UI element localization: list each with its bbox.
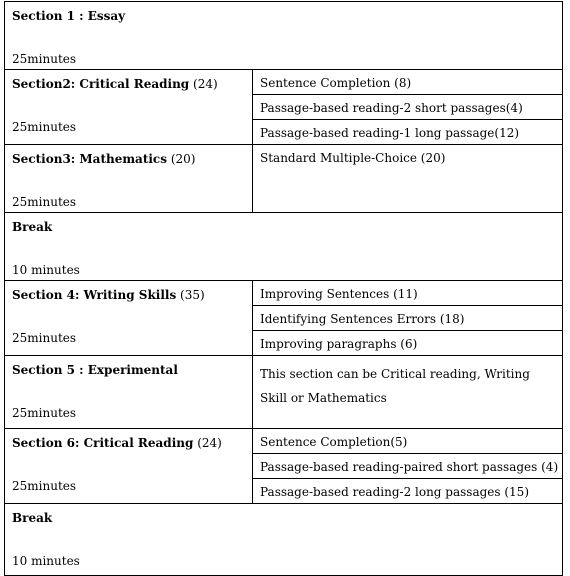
- section-title: Section 1 : Essay: [12, 9, 126, 23]
- part-row: [253, 306, 562, 331]
- section-duration: 25minutes: [12, 120, 77, 134]
- part-label: Passage-based reading-2 short passages(4): [260, 101, 523, 115]
- part-label: Sentence Completion(5): [260, 435, 408, 449]
- part-row: [253, 479, 562, 503]
- part-label: Passage-based reading-paired short passages (4): [260, 460, 559, 474]
- section-title: Break: [12, 511, 53, 525]
- table-row: [5, 2, 562, 70]
- part-row: [253, 429, 562, 454]
- section-duration: 25minutes: [12, 479, 77, 493]
- section-title: Section 5 : Experimental: [12, 363, 178, 377]
- section-duration: 25minutes: [12, 406, 77, 420]
- table-row: [5, 356, 562, 429]
- part-row: [253, 70, 562, 95]
- section-cell: [5, 281, 253, 355]
- table-row: [5, 429, 562, 504]
- section-parts: [253, 356, 562, 428]
- part-label: Sentence Completion (8): [260, 76, 412, 90]
- sat-sections-table: [4, 1, 563, 576]
- table-row: [5, 213, 562, 281]
- section-title: Section3: Mathematics (20): [12, 152, 196, 166]
- part-row: [253, 454, 562, 479]
- part-row: [253, 331, 562, 355]
- part-row: [253, 95, 562, 120]
- section-cell: [5, 356, 253, 428]
- section-cell: [5, 504, 562, 576]
- section-parts: [253, 70, 562, 144]
- section-title: Section 4: Writing Skills (35): [12, 288, 205, 302]
- part-label: Identifying Sentences Errors (18): [260, 312, 465, 326]
- section-title: Break: [12, 220, 53, 234]
- section-duration: 25minutes: [12, 52, 77, 66]
- section-cell: [5, 145, 253, 212]
- section-cell: [5, 429, 253, 503]
- part-label: Passage-based reading-1 long passage(12): [260, 126, 520, 140]
- part-label: Standard Multiple-Choice (20): [260, 151, 446, 165]
- section-parts: [253, 429, 562, 503]
- section-parts: [253, 145, 562, 212]
- part-label: This section can be Critical reading, Writing Skill or Mathematics: [260, 367, 530, 405]
- part-label: Passage-based reading-2 long passages (15): [260, 485, 529, 499]
- part-label: Improving Sentences (11): [260, 287, 418, 301]
- part-row: [253, 120, 562, 144]
- section-cell: [5, 213, 562, 280]
- section-parts: [253, 281, 562, 355]
- part-label: Improving paragraphs (6): [260, 337, 418, 351]
- table-row: [5, 145, 562, 213]
- table-row: [5, 504, 562, 576]
- table-row: [5, 70, 562, 145]
- section-duration: 25minutes: [12, 331, 77, 345]
- section-cell: [5, 2, 562, 69]
- section-duration: 10 minutes: [12, 554, 80, 568]
- section-duration: 25minutes: [12, 195, 77, 209]
- section-cell: [5, 70, 253, 144]
- section-title: Section2: Critical Reading (24): [12, 77, 218, 91]
- section-title: Section 6: Critical Reading (24): [12, 436, 222, 450]
- table-row: [5, 281, 562, 356]
- section-duration: 10 minutes: [12, 263, 80, 277]
- part-row: [253, 281, 562, 306]
